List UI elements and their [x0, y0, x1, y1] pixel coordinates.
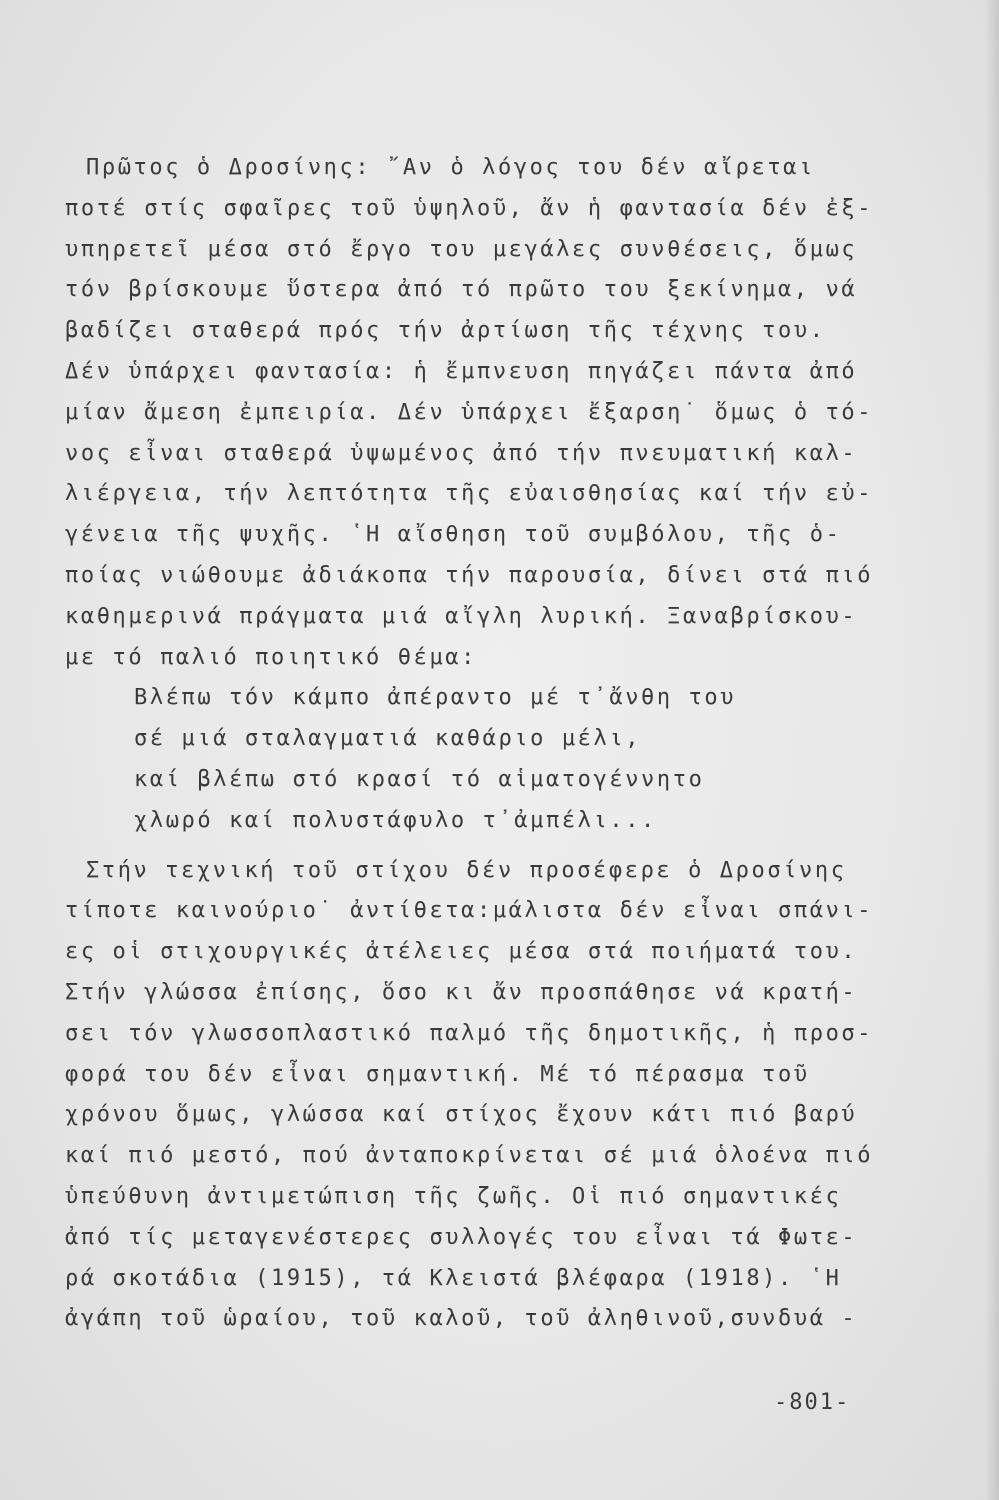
text-line: Στήν τεχνική τοῦ στίχου δέν προσέφερε ὁ Δροσίνης — [86, 857, 847, 883]
verse-line: Βλέπω τόν κάμπο ἀπέραντο μέ τ᾽ἄνθη του — [134, 685, 737, 711]
text-line: φορά του δέν εἶναι σημαντική. Μέ τό πέρασμα τοῦ — [65, 1061, 810, 1087]
text-line: ὑπεύθυνη ἀντιμετώπιση τῆς ζωῆς. Οἱ πιό σημαντικές — [65, 1183, 842, 1209]
text-line: υπηρετεῖ μέσα στό ἔργο του μεγάλες συνθέσεις, ὅμως — [65, 236, 858, 262]
text-line: Στήν γλώσσα ἐπίσης, ὅσο κι ἄν προσπάθησε νά κρατή- — [65, 979, 858, 1005]
paragraph-1 — [65, 148, 906, 678]
text-line: ες οἱ στιχουργικές ἀτέλειες μέσα στά ποιήματά του. — [65, 939, 858, 965]
text-line: ρά σκοτάδια (1915), τά Κλειστά βλέφαρα (1918). ῾Η — [65, 1265, 842, 1291]
verse-line: σέ μιά σταλαγματιά καθάριο μέλι, — [134, 726, 642, 752]
text-line: Πρῶτος ὁ Δροσίνης: ῎Αν ὁ λόγος του δέν αἴρεται — [86, 155, 815, 180]
text-line: Δέν ὑπάρχει φαντασία: ἡ ἔμπνευση πηγάζει πάντα ἀπό — [65, 358, 858, 384]
text-line: ποτέ στίς σφαῖρες τοῦ ὑψηλοῦ, ἄν ἡ φαντασία δέν ἐξ- — [65, 195, 874, 221]
text-line: χρόνου ὅμως, γλώσσα καί στίχος ἔχουν κάτι πιό βαρύ — [65, 1102, 858, 1128]
text-line: ποίας νιώθουμε ἀδιάκοπα τήν παρουσία, δίνει στά πιό — [65, 562, 874, 588]
text-block — [65, 148, 906, 1340]
text-line: σει τόν γλωσσοπλαστικό παλμό τῆς δημοτικῆς, ἡ προσ- — [65, 1020, 874, 1046]
text-line: βαδίζει σταθερά πρός τήν ἀρτίωση τῆς τέχνης του. — [65, 318, 826, 344]
text-line: με τό παλιό ποιητικό θέμα: — [65, 644, 477, 670]
paragraph-2 — [65, 851, 906, 1341]
text-line: καί πιό μεστό, πού ἀνταποκρίνεται σέ μιά ὁλοένα πιό — [65, 1143, 874, 1169]
text-line: ἀγάπη τοῦ ὡραίου, τοῦ καλοῦ, τοῦ ἀληθινοῦ,συνδυά - — [65, 1306, 858, 1332]
text-line: τίποτε καινούριο˙ ἀντίθετα:μάλιστα δέν εἶναι σπάνι- — [65, 898, 874, 924]
verse-line: καί βλέπω στό κρασί τό αἱματογέννητο — [134, 766, 705, 792]
text-line: καθημερινά πράγματα μιά αἴγλη λυρική. Ξαναβρίσκου- — [65, 603, 858, 629]
verse-block — [86, 678, 906, 841]
text-line: γένεια τῆς ψυχῆς. ῾Η αἴσθηση τοῦ συμβόλου, τῆς ὁ- — [65, 522, 842, 548]
page-number: -801- — [774, 1390, 851, 1415]
text-line: ἀπό τίς μεταγενέστερες συλλογές του εἶναι τά Φωτε- — [65, 1224, 858, 1250]
text-line: τόν βρίσκουμε ὕστερα ἀπό τό πρῶτο του ξεκίνημα, νά — [65, 277, 858, 303]
text-line: λιέργεια, τήν λεπτότητα τῆς εὐαισθησίας καί τήν εὐ- — [65, 481, 874, 507]
verse-line: χλωρό καί πολυστάφυλο τ᾽ἀμπέλι... — [134, 807, 657, 833]
text-line: μίαν ἄμεση ἐμπειρία. Δέν ὑπάρχει ἔξαρση˙ ὅμως ὁ τό- — [65, 399, 874, 425]
text-line: νος εἶναι σταθερά ὑψωμένος ἀπό τήν πνευματική καλ- — [65, 440, 858, 466]
